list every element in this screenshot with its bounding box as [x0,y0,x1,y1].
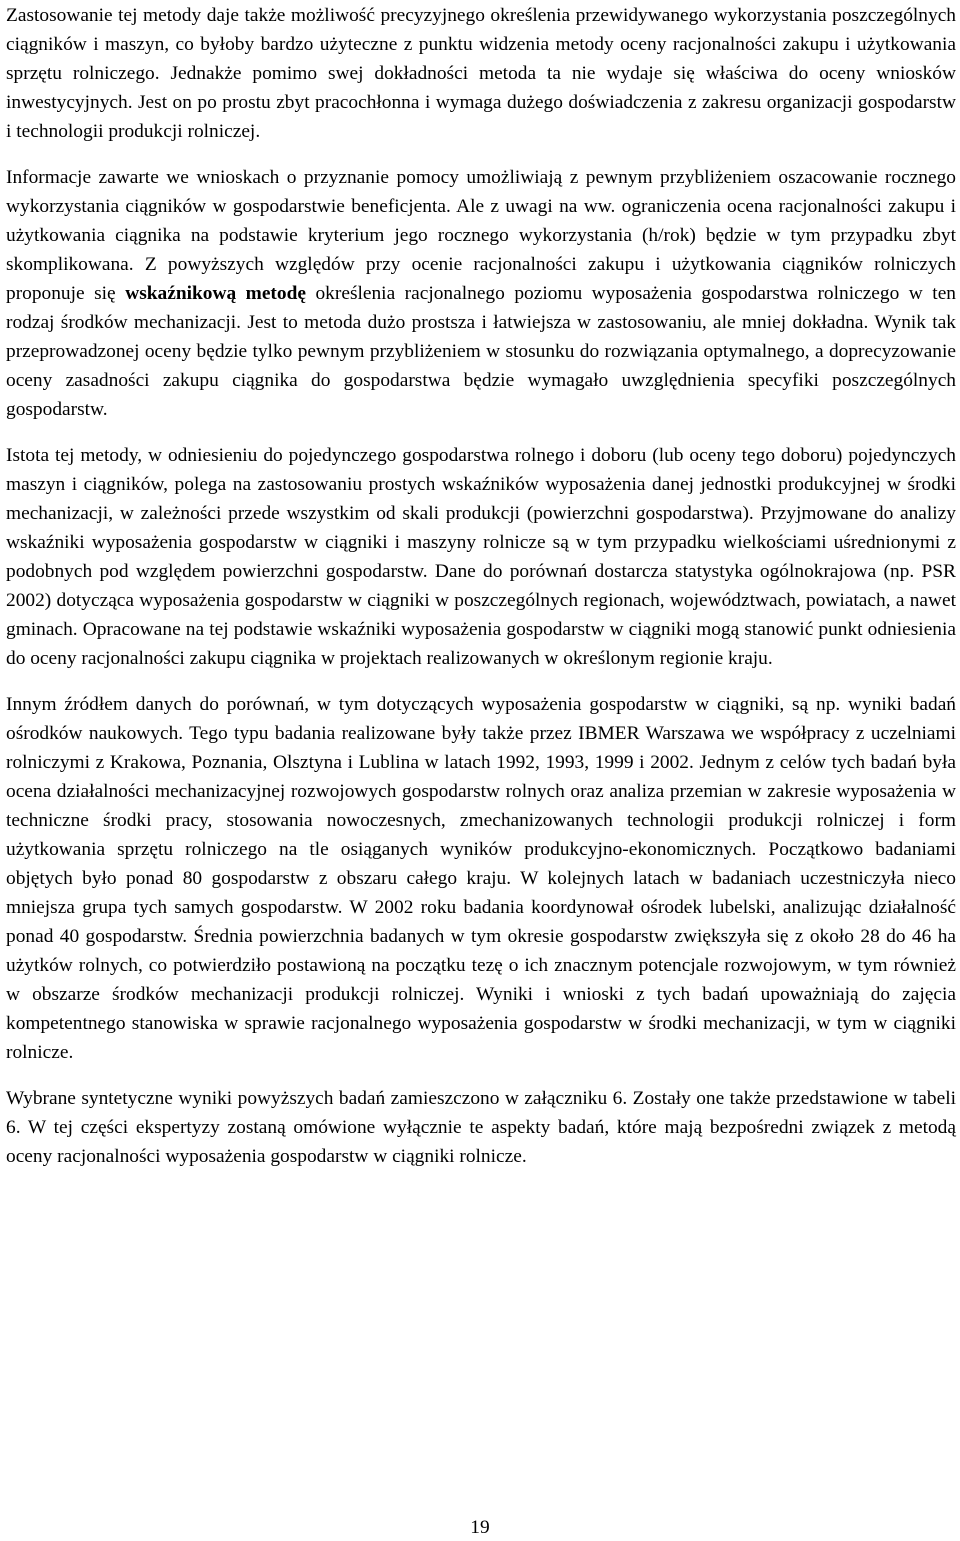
paragraph-4: Innym źródłem danych do porównań, w tym dotyczących wyposażenia gospodarstw w ciągniki, są np. wyniki badań ośrodków naukowych. Tego typu badania realizowane były także przez IBMER Warszawa we współpracy z uczelniami rolniczymi z Krakowa, Poznania, Olsztyna i Lublina w latach 1992, 1993, 1999 i 2002. Jednym z celów tych badań była ocena działalności mechanizacyjnej rozwojowych gospodarstw rolnych oraz analiza przemian w zakresie wyposażenia w techniczne środki pracy, stosowania nowoczesnych, zmechanizowanych technologii produkcji rolniczej i form użytkowania sprzętu rolniczego na tle osiąganych wyników produkcyjno-ekonomicznych. Początkowo badaniami objętych było ponad 80 gospodarstw z obszaru całego kraju. W kolejnych latach w badaniach uczestniczyła nieco mniejsza grupa tych samych gospodarstw. W 2002 roku badania koordynował ośrodek lubelski, analizując działalność ponad 40 gospodarstw. Średnia powierzchnia badanych w tym okresie gospodarstw zwiększyła się z około 28 do 46 ha użytków rolnych, co potwierdziło postawioną na początku tezę o ich znacznym potencjale rozwojowym, w tym również w obszarze środków mechanizacji produkcji rolniczej. Wyniki i wnioski z tych badań upoważniają do zajęcia kompetentnego stanowiska w sprawie racjonalnego wyposażenia gospodarstw w środki mechanizacji, w tym w ciągniki rolnicze. [6,694,956,1063]
paragraph-5: Wybrane syntetyczne wyniki powyższych badań zamieszczono w załączniku 6. Zostały one także przedstawione w tabeli 6. W tej części ekspertyzy zostaną omówione wyłącznie te aspekty badań, które mają bezpośredni związek z metodą oceny racjonalności wyposażenia gospodarstw w ciągniki rolnicze. [6,1088,956,1167]
paragraph-3: Istota tej metody, w odniesieniu do pojedynczego gospodarstwa rolnego i doboru (lub oceny tego doboru) pojedynczych maszyn i ciągników, polega na zastosowaniu prostych wskaźników wyposażenia danej jednostki produkcyjnej w środki mechanizacji, w zależności przede wszystkim od skali produkcji (powierzchni gospodarstwa). Przyjmowane do analizy wskaźniki wyposażenia gospodarstw w ciągniki i maszyny rolnicze są w tym przypadku wielkościami uśrednionymi z podobnych pod względem powierzchni gospodarstw. Dane do porównań dostarcza statystyka ogólnokrajowa (np. PSR 2002) dotycząca wyposażenia gospodarstw w ciągniki w poszczególnych regionach, województwach, powiatach, a nawet gminach. Opracowane na tej podstawie wskaźniki wyposażenia gospodarstw w ciągniki mogą stanowić punkt odniesienia do oceny racjonalności zakupu ciągnika w projektach realizowanych w określonym regionie kraju. [6,445,956,669]
paragraph-1: Zastosowanie tej metody daje także możliwość precyzyjnego określenia przewidywanego wykorzystania poszczególnych ciągników i maszyn, co byłoby bardzo użyteczne z punktu widzenia metody oceny racjonalności zakupu i użytkowania sprzętu rolniczego. Jednakże pomimo swej dokładności metoda ta nie wydaje się właściwa do oceny wniosków inwestycyjnych. Jest on po prostu zbyt pracochłonna i wymaga dużego doświadczenia z zakresu organizacji gospodarstw i technologii produkcji rolniczej. [6,5,956,142]
paragraph-2-bold-term: wskaźnikową metodę [125,283,306,304]
paragraph-2-text-after: określenia racjonalnego poziomu wyposażenia gospodarstwa rolniczego w ten rodzaj środków mechanizacji. Jest to metoda dużo prostsza i łatwiejsza w zastosowaniu, ale mniej dokładna. Wynik tak przeprowadzonej oceny będzie tylko pewnym przybliżeniem w stosunku do rozwiązania optymalnego, a doprecyzowanie oceny zasadności zakupu ciągnika do gospodarstwa będzie wymagało uwzględnienia specyfiki poszczególnych gospodarstw. [6,283,957,420]
paragraph-2 [6,163,956,424]
paragraph-2-text-before: Informacje zawarte we wnioskach o przyznanie pomocy umożliwiają z pewnym przybliżeniem oszacowanie rocznego wykorzystania ciągników w gospodarstwie beneficjenta. Ale z uwagi na ww. ograniczenia ocena racjonalności zakupu i użytkowania ciągnika na podstawie kryterium jego rocznego wykorzystania (h/rok) będzie w tym przypadku zbyt skomplikowana. Z powyższych względów przy ocenie racjonalności zakupu i użytkowania ciągników rolniczych proponuje się [6,167,956,304]
page-number: 19 [470,1517,490,1538]
